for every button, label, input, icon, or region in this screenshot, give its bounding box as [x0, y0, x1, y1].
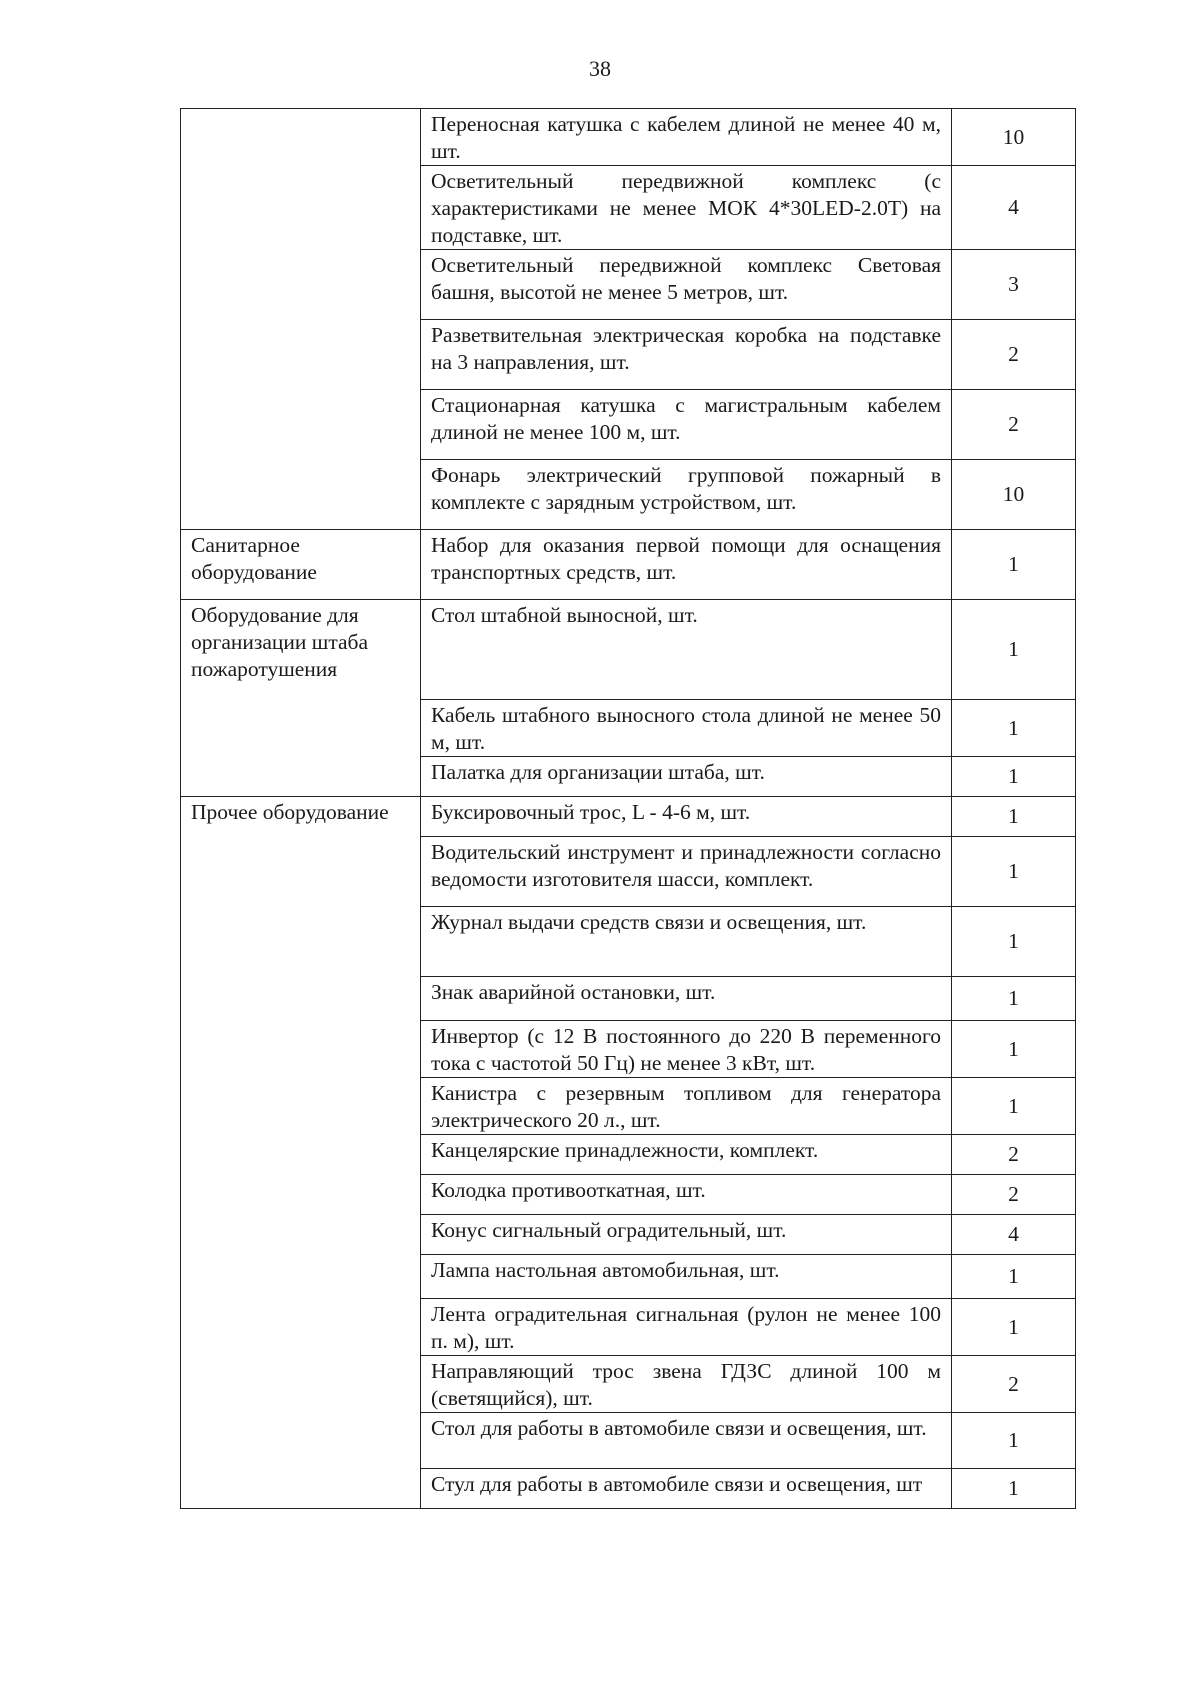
quantity-cell: 1	[952, 757, 1076, 797]
table-row	[181, 530, 1076, 600]
item-name-cell: Палатка для организации штаба, шт.	[421, 757, 952, 797]
item-name-cell: Журнал выдачи средств связи и освещения, шт.	[421, 907, 952, 977]
item-name-cell: Разветвительная электрическая коробка на подставке на 3 направления, шт.	[421, 320, 952, 390]
quantity-cell: 1	[952, 1078, 1076, 1135]
item-name-cell: Конус сигнальный оградительный, шт.	[421, 1215, 952, 1255]
quantity-cell: 1	[952, 1469, 1076, 1509]
item-name-cell: Направляющий трос звена ГДЗС длиной 100 м (светящийся), шт.	[421, 1356, 952, 1413]
quantity-cell: 2	[952, 1135, 1076, 1175]
quantity-cell: 1	[952, 907, 1076, 977]
item-name-cell: Фонарь электрический групповой пожарный в комплекте с зарядным устройством, шт.	[421, 460, 952, 530]
quantity-cell: 1	[952, 1021, 1076, 1078]
quantity-cell: 1	[952, 530, 1076, 600]
item-name-cell: Стул для работы в автомобиле связи и освещения, шт	[421, 1469, 952, 1509]
item-name-cell: Набор для оказания первой помощи для оснащения транспортных средств, шт.	[421, 530, 952, 600]
item-name-cell: Водительский инструмент и принадлежности согласно ведомости изготовителя шасси, комплект.	[421, 837, 952, 907]
quantity-cell: 4	[952, 166, 1076, 250]
table-row	[181, 109, 1076, 166]
quantity-cell: 1	[952, 1413, 1076, 1469]
table-row	[181, 600, 1076, 700]
item-name-cell: Канцелярские принадлежности, комплект.	[421, 1135, 952, 1175]
category-cell	[181, 109, 421, 530]
quantity-cell: 2	[952, 1356, 1076, 1413]
item-name-cell: Переносная катушка с кабелем длиной не менее 40 м, шт.	[421, 109, 952, 166]
category-cell: Санитарное оборудование	[181, 530, 421, 600]
item-name-cell: Стационарная катушка с магистральным кабелем длиной не менее 100 м, шт.	[421, 390, 952, 460]
item-name-cell: Канистра с резервным топливом для генератора электрического 20 л., шт.	[421, 1078, 952, 1135]
item-name-cell: Буксировочный трос, L - 4-6 м, шт.	[421, 797, 952, 837]
quantity-cell: 10	[952, 109, 1076, 166]
quantity-cell: 10	[952, 460, 1076, 530]
category-cell: Прочее оборудование	[181, 797, 421, 1509]
quantity-cell: 1	[952, 600, 1076, 700]
item-name-cell: Осветительный передвижной комплекс (с характеристиками не менее МОК 4*30LED-2.0T) на подставке, шт.	[421, 166, 952, 250]
quantity-cell: 1	[952, 797, 1076, 837]
page-number: 38	[589, 56, 611, 81]
quantity-cell: 1	[952, 977, 1076, 1021]
item-name-cell: Лампа настольная автомобильная, шт.	[421, 1255, 952, 1299]
item-name-cell: Кабель штабного выносного стола длиной не менее 50 м, шт.	[421, 700, 952, 757]
item-name-cell: Инвертор (с 12 В постоянного до 220 В переменного тока с частотой 50 Гц) не менее 3 кВт, шт.	[421, 1021, 952, 1078]
quantity-cell: 2	[952, 390, 1076, 460]
quantity-cell: 1	[952, 1255, 1076, 1299]
item-name-cell: Стол штабной выносной, шт.	[421, 600, 952, 700]
item-name-cell: Стол для работы в автомобиле связи и освещения, шт.	[421, 1413, 952, 1469]
quantity-cell: 2	[952, 320, 1076, 390]
quantity-cell: 1	[952, 837, 1076, 907]
quantity-cell: 1	[952, 700, 1076, 757]
table-row	[181, 797, 1076, 837]
item-name-cell: Лента оградительная сигнальная (рулон не менее 100 п. м), шт.	[421, 1299, 952, 1356]
item-name-cell: Знак аварийной остановки, шт.	[421, 977, 952, 1021]
quantity-cell: 4	[952, 1215, 1076, 1255]
table-body	[181, 109, 1076, 1509]
category-cell: Оборудование для организации штаба пожаротушения	[181, 600, 421, 797]
quantity-cell: 1	[952, 1299, 1076, 1356]
quantity-cell: 2	[952, 1175, 1076, 1215]
quantity-cell: 3	[952, 250, 1076, 320]
equipment-table	[180, 108, 1076, 1509]
item-name-cell: Осветительный передвижной комплекс Световая башня, высотой не менее 5 метров, шт.	[421, 250, 952, 320]
item-name-cell: Колодка противооткатная, шт.	[421, 1175, 952, 1215]
